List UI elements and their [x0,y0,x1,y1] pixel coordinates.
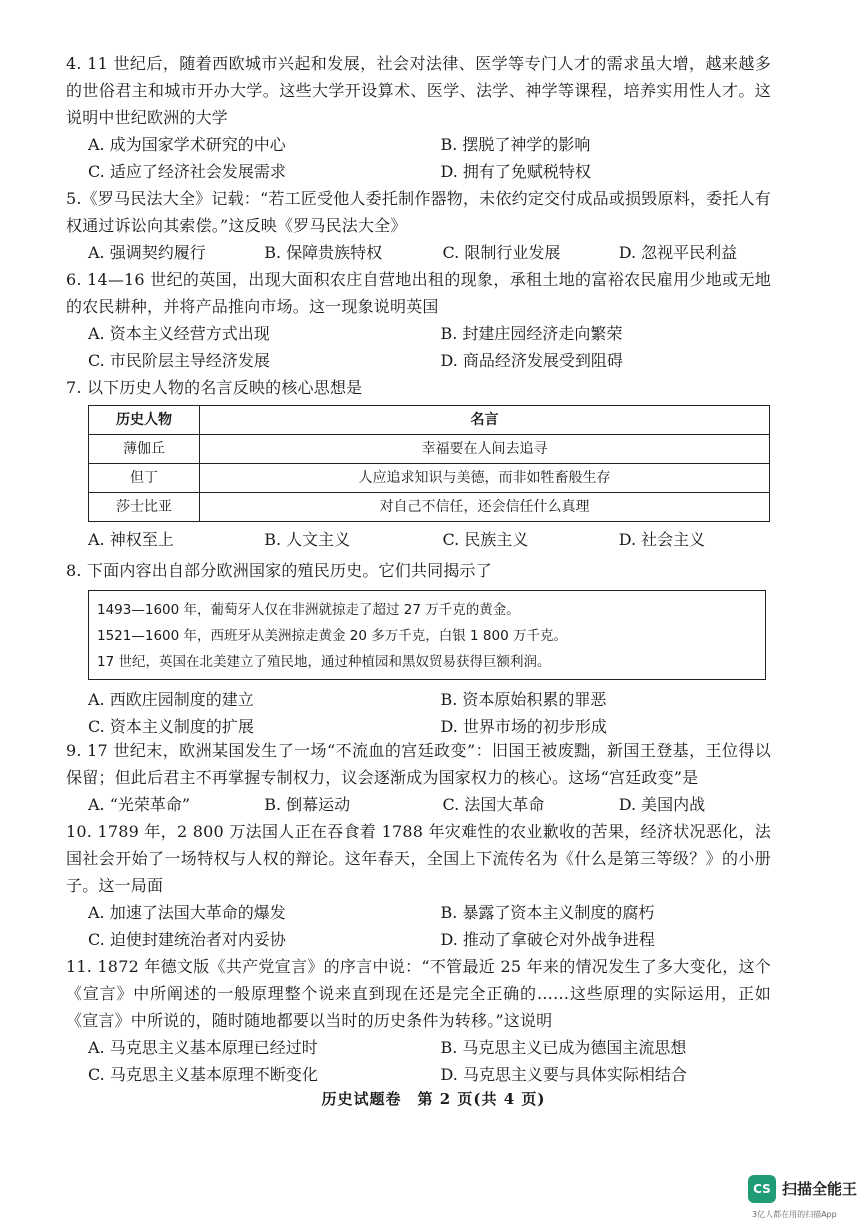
question-5 [66,185,771,266]
question-9 [66,737,771,818]
camscanner-logo-icon: CS [748,1175,776,1203]
option-c: C. 限制行业发展 [442,243,561,262]
option-d: D. 马克思主义要与具体实际相结合 [440,1065,687,1084]
question-stem: 7. 以下历史人物的名言反映的核心思想是 [66,378,363,397]
option-a: A. 西欧庄园制度的建立 [88,690,254,709]
option-b: B. 暴露了资本主义制度的腐朽 [440,903,655,922]
option-a: A. 成为国家学术研究的中心 [88,135,286,154]
figure-cell: 莎士比亚 [89,493,200,522]
option-b: B. 保障贵族特权 [264,243,383,262]
table-header-row [89,406,770,435]
option-b: B. 马克思主义已成为德国主流思想 [440,1038,687,1057]
option-a: A. 神权至上 [88,530,174,549]
option-a: A. 马克思主义基本原理已经过时 [88,1038,318,1057]
option-c: C. 马克思主义基本原理不断变化 [88,1065,318,1084]
options [66,526,771,553]
quote-cell: 人应追求知识与美德，而非如牲畜般生存 [200,464,770,493]
question-8 [66,557,771,740]
option-d: D. 商品经济发展受到阻碍 [440,351,623,370]
quote-cell: 对自己不信任，还会信任什么真理 [200,493,770,522]
figure-cell: 薄伽丘 [89,435,200,464]
question-stem: 10. 1789 年，2 800 万法国人正在吞食着 1788 年灾难性的农业歉收的苦果，经济状况恶化，法国社会开始了一场特权与人权的辩论。这年春天，全国上下流传名为《什么是第三等级？》的小册子。这一局面 [66,822,771,895]
question-10 [66,818,771,953]
option-d: D. 社会主义 [618,530,706,549]
column-header: 历史人物 [89,406,200,435]
option-b: B. 摆脱了神学的影响 [440,135,591,154]
question-stem: 9. 17 世纪末，欧洲某国发生了一场“不流血的宫廷政变”：旧国王被废黜，新国王登基，王位得以保留；但此后君主不再掌握专制权力，议会逐渐成为国家权力的核心。这场“宫廷政变”是 [66,741,771,787]
options [66,131,771,185]
scanner-watermark [748,1175,866,1225]
question-stem: 5.《罗马民法大全》记载：“若工匠受他人委托制作器物，未依约定交付成品或损毁原料，委托人有权通过诉讼向其索偿。”这反映《罗马民法大全》 [66,189,771,235]
material-box [88,590,766,680]
option-a: A. 加速了法国大革命的爆发 [88,903,286,922]
options [66,686,771,740]
page-footer: 历史试题卷 第 2 页(共 4 页) [321,1090,546,1108]
table-row [89,464,770,493]
watermark-tagline: 3亿人都在用的扫描App [752,1210,837,1219]
table-row [89,493,770,522]
option-c: C. 市民阶层主导经济发展 [88,351,270,370]
option-b: B. 倒幕运动 [264,795,351,814]
options [66,320,771,374]
figure-cell: 但丁 [89,464,200,493]
options [66,791,771,818]
option-c: C. 民族主义 [442,530,529,549]
material-line: 1521—1600 年，西班牙从美洲掠走黄金 20 多万千克，白银 1 800 万千克。 [97,628,567,644]
material-line: 17 世纪，英国在北美建立了殖民地，通过种植园和黑奴贸易获得巨额利润。 [97,654,551,670]
option-d: D. 拥有了免赋税特权 [440,162,591,181]
option-d: D. 推动了拿破仑对外战争进程 [440,930,655,949]
option-d: D. 忽视平民利益 [618,243,738,262]
option-b: B. 人文主义 [264,530,351,549]
options [66,1034,771,1088]
option-d: D. 世界市场的初步形成 [440,717,607,736]
material-line: 1493—1600 年，葡萄牙人仅在非洲就掠走了超过 27 万千克的黄金。 [97,602,520,618]
watermark-name: 扫描全能王 [782,1180,858,1198]
question-stem: 8. 下面内容出自部分欧洲国家的殖民历史。它们共同揭示了 [66,561,492,580]
column-header: 名言 [200,406,770,435]
option-a: A. “光荣革命” [88,795,191,814]
option-c: C. 迫使封建统治者对内妥协 [88,930,286,949]
question-4 [66,50,771,185]
question-6 [66,266,771,374]
option-c: C. 法国大革命 [442,795,545,814]
option-b: B. 资本原始积累的罪恶 [440,690,607,709]
option-a: A. 强调契约履行 [88,243,206,262]
option-d: D. 美国内战 [618,795,706,814]
options [66,239,771,266]
option-c: C. 适应了经济社会发展需求 [88,162,286,181]
quote-cell: 幸福要在人间去追寻 [200,435,770,464]
table-row [89,435,770,464]
question-11 [66,953,771,1088]
option-c: C. 资本主义制度的扩展 [88,717,254,736]
question-stem: 11. 1872 年德文版《共产党宣言》的序言中说：“不管最近 25 年来的情况发生了多大变化，这个《宣言》中所阐述的一般原理整个说来直到现在还是完全正确的……这些原理的实际运用，正如《宣言》中所说的，随时随地都要以当时的历史条件为转移。”这说明 [66,957,771,1030]
option-b: B. 封建庄园经济走向繁荣 [440,324,623,343]
question-stem: 6. 14—16 世纪的英国，出现大面积农庄自营地出租的现象，承租土地的富裕农民雇用少地或无地的农民耕种，并将产品推向市场。这一现象说明英国 [66,270,771,316]
question-7 [66,374,771,553]
options [66,899,771,953]
quotes-table [88,405,770,522]
question-stem: 4. 11 世纪后，随着西欧城市兴起和发展，社会对法律、医学等专门人才的需求虽大增，越来越多的世俗君主和城市开办大学。这些大学开设算术、医学、法学、神学等课程，培养实用性人才。这说明中世纪欧洲的大学 [66,54,771,127]
option-a: A. 资本主义经营方式出现 [88,324,270,343]
